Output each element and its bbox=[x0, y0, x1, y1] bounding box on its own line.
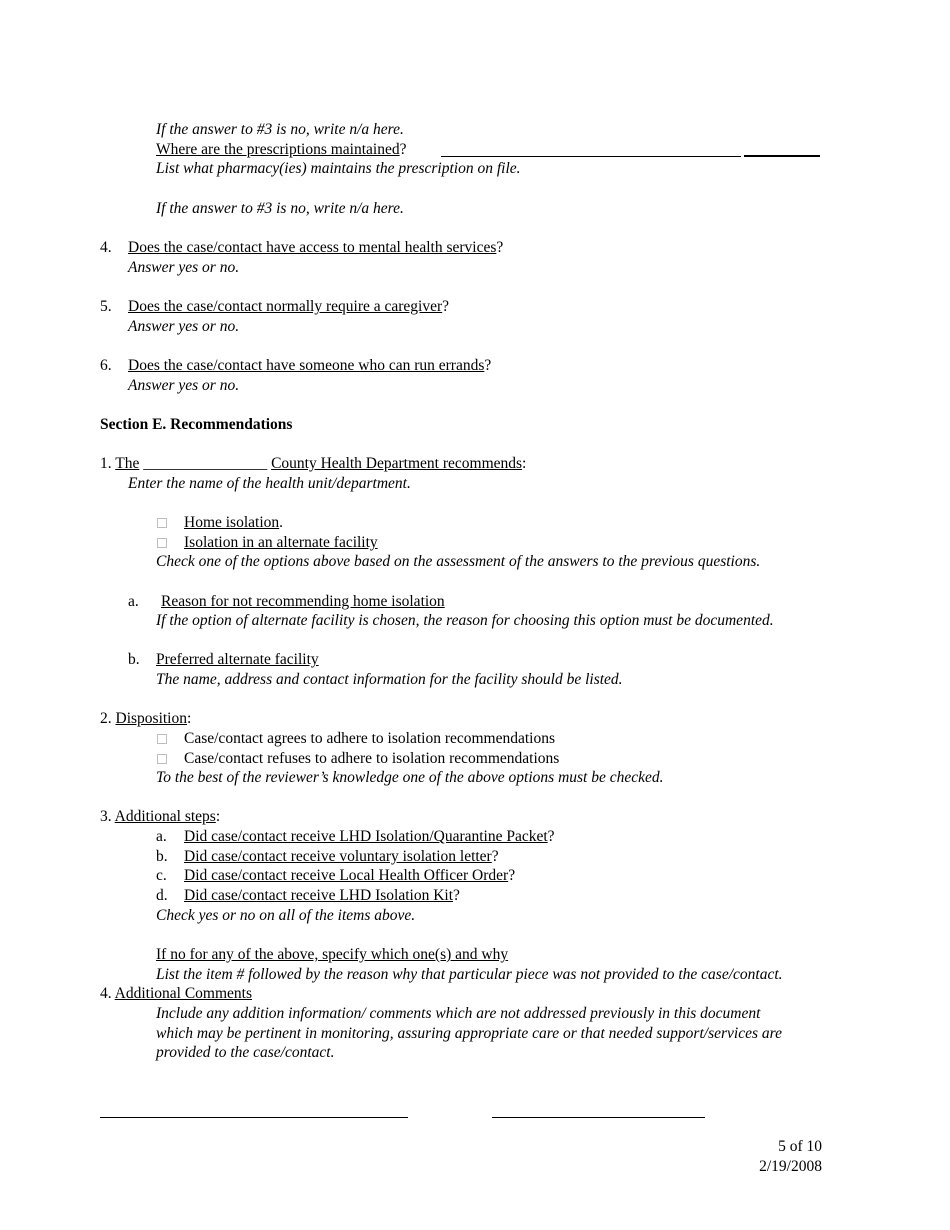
step-d-marker: d. bbox=[156, 887, 168, 904]
section-e-heading: Section E. Recommendations bbox=[100, 416, 293, 433]
question-mark: ? bbox=[399, 141, 407, 158]
home-isolation-option bbox=[184, 513, 283, 533]
refuses-checkbox[interactable] bbox=[157, 754, 167, 764]
prescriptions-question bbox=[156, 140, 406, 160]
if-no-label: If no for any of the above, specify which one(s) and why bbox=[156, 946, 509, 963]
page-number: 5 of 10 bbox=[778, 1138, 822, 1155]
recommendation-colon: : bbox=[522, 455, 527, 472]
health-department-blank[interactable]: ________________ bbox=[143, 455, 268, 472]
sub-b-marker: b. bbox=[128, 651, 140, 668]
comments-row bbox=[100, 984, 252, 1004]
signature-line-left[interactable] bbox=[100, 1117, 408, 1118]
step-d bbox=[184, 886, 460, 906]
comments-number: 4. bbox=[100, 985, 112, 1002]
note-na-1: If the answer to #3 is no, write n/a here. bbox=[156, 121, 404, 138]
recommendation-number: 1. bbox=[100, 455, 112, 472]
revision-date: 2/19/2008 bbox=[759, 1158, 822, 1175]
alternate-facility-checkbox[interactable] bbox=[157, 538, 167, 548]
recommendation-instruction: Enter the name of the health unit/department. bbox=[128, 475, 411, 492]
preferred-facility-instruction: The name, address and contact information for the facility should be listed. bbox=[156, 671, 623, 688]
prescriptions-answer-line-2[interactable] bbox=[744, 155, 820, 157]
question-4 bbox=[100, 238, 112, 258]
step-c-marker: c. bbox=[156, 867, 167, 884]
step-a-text: Did case/contact receive LHD Isolation/Quarantine Packet bbox=[184, 828, 548, 845]
disposition-number: 2. bbox=[100, 710, 112, 727]
step-d-punct: ? bbox=[453, 887, 460, 904]
refuses-option-label: Case/contact refuses to adhere to isolation recommendations bbox=[184, 750, 560, 767]
additional-steps-colon: : bbox=[215, 808, 221, 825]
question-4-punct: ? bbox=[496, 239, 504, 256]
question-4-text-row bbox=[128, 238, 503, 258]
recommendation-the: The bbox=[115, 455, 140, 472]
step-b-text: Did case/contact receive voluntary isolation letter bbox=[184, 848, 492, 865]
step-c-punct: ? bbox=[508, 867, 516, 884]
question-6-text-row bbox=[128, 356, 491, 376]
comments-instruction-line-2: which may be pertinent in monitoring, assuring appropriate care or that needed support/services are bbox=[156, 1025, 782, 1042]
question-5-number: 5. bbox=[100, 298, 112, 315]
step-b-punct: ? bbox=[491, 848, 499, 865]
disposition-row bbox=[100, 709, 191, 729]
step-a bbox=[184, 827, 555, 847]
alternate-facility-option bbox=[184, 533, 378, 553]
question-4-number: 4. bbox=[100, 239, 112, 256]
step-c-text: Did case/contact receive Local Health Officer Order bbox=[184, 867, 509, 884]
agrees-checkbox[interactable] bbox=[157, 734, 167, 744]
prescriptions-question-label: Where are the prescriptions maintained bbox=[156, 141, 400, 158]
note-na-2: If the answer to #3 is no, write n/a here. bbox=[156, 200, 404, 217]
question-6-punct: ? bbox=[484, 357, 492, 374]
step-c bbox=[184, 866, 515, 886]
steps-instruction: Check yes or no on all of the items above. bbox=[156, 907, 416, 924]
reason-not-home-isolation-label: Reason for not recommending home isolation bbox=[161, 593, 445, 610]
disposition-label: Disposition bbox=[115, 710, 187, 727]
question-5-text: Does the case/contact normally require a caregiver bbox=[128, 298, 443, 315]
additional-steps-row bbox=[100, 807, 220, 827]
home-isolation-checkbox[interactable] bbox=[157, 518, 167, 528]
comments-instruction-line-1: Include any addition information/ comments which are not addressed previously in this document bbox=[156, 1005, 761, 1022]
pharmacy-instruction: List what pharmacy(ies) maintains the prescription on file. bbox=[156, 160, 521, 177]
comments-instruction-line-3: provided to the case/contact. bbox=[156, 1044, 335, 1061]
question-6 bbox=[100, 356, 112, 376]
step-a-marker: a. bbox=[156, 828, 167, 845]
question-4-answer-hint: Answer yes or no. bbox=[128, 259, 240, 276]
disposition-colon: : bbox=[186, 710, 192, 727]
disposition-instruction: To the best of the reviewer’s knowledge one of the above options must be checked. bbox=[156, 769, 664, 786]
home-isolation-label: Home isolation bbox=[184, 514, 280, 531]
step-b-marker: b. bbox=[156, 848, 168, 865]
question-5-text-row bbox=[128, 297, 449, 317]
additional-steps-label: Additional steps bbox=[114, 808, 216, 825]
question-6-answer-hint: Answer yes or no. bbox=[128, 377, 240, 394]
recommendation-label: County Health Department recommends bbox=[271, 455, 523, 472]
question-5 bbox=[100, 297, 112, 317]
prescriptions-answer-line[interactable] bbox=[441, 156, 741, 157]
sub-a-marker: a. bbox=[128, 593, 139, 610]
agrees-option-label: Case/contact agrees to adhere to isolation recommendations bbox=[184, 730, 556, 747]
question-6-text: Does the case/contact have someone who can run errands bbox=[128, 357, 485, 374]
question-4-text: Does the case/contact have access to mental health services bbox=[128, 239, 497, 256]
preferred-facility-label: Preferred alternate facility bbox=[156, 651, 319, 668]
options-instruction: Check one of the options above based on the assessment of the answers to the previous questions. bbox=[156, 553, 761, 570]
comments-label: Additional Comments bbox=[114, 985, 252, 1002]
reason-instruction: If the option of alternate facility is chosen, the reason for choosing this option must be documented. bbox=[156, 612, 774, 629]
step-d-text: Did case/contact receive LHD Isolation Kit bbox=[184, 887, 453, 904]
question-5-answer-hint: Answer yes or no. bbox=[128, 318, 240, 335]
if-no-instruction: List the item # followed by the reason why that particular piece was not provided to the case/contact. bbox=[156, 966, 783, 983]
alternate-facility-label: Isolation in an alternate facility bbox=[184, 534, 378, 551]
recommendation-row bbox=[100, 454, 526, 474]
home-isolation-suffix: . bbox=[279, 514, 284, 531]
step-b bbox=[184, 847, 499, 867]
question-5-punct: ? bbox=[442, 298, 450, 315]
question-6-number: 6. bbox=[100, 357, 112, 374]
step-a-punct: ? bbox=[547, 828, 555, 845]
signature-line-right[interactable] bbox=[492, 1117, 705, 1118]
additional-steps-number: 3. bbox=[100, 808, 112, 825]
